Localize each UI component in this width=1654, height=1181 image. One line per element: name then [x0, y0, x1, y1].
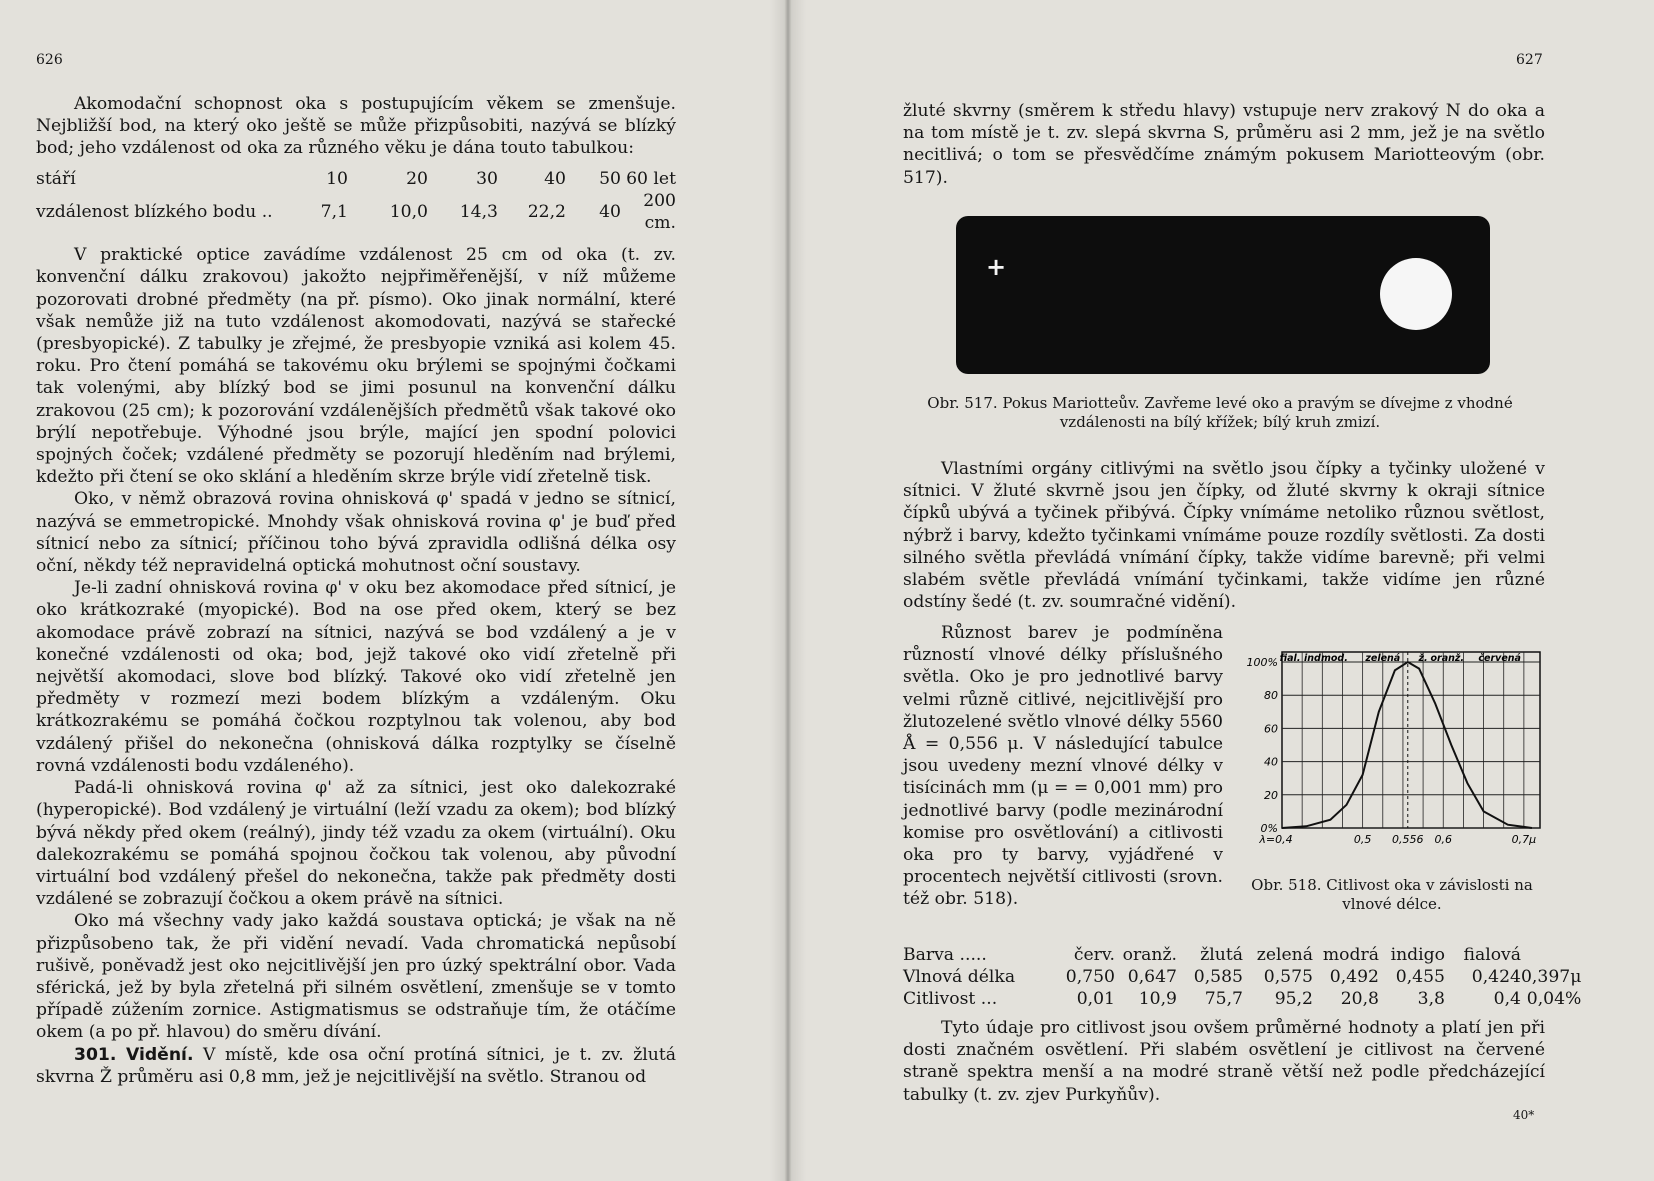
- paragraph: Oko, v němž obrazová rovina ohnisková φ' spadá v jedno se sítnicí, nazývá se emmetropické. Mnohdy však ohnisková rovina φ' je buď před sítnicí nebo za sítnicí; příčinou toho bývá zpravidla odlišná délka osy oční, někdy též nepravidelná optická mohutnost oční soustavy.: [36, 489, 676, 577]
- band-label: mod.: [1320, 653, 1348, 664]
- table-cell: 10,9: [1138, 989, 1177, 1009]
- x-tick-label: 0,556: [1392, 833, 1424, 846]
- table-cell: 40: [544, 168, 566, 189]
- table-cell: 0,455: [1395, 967, 1445, 987]
- fig517-caption: Obr. 517. Pokus Mariotteův. Zavřeme levé oko a pravým se dívejme z vhodné vzdálenosti na bílý křížek; bílý kruh zmizí.: [927, 394, 1513, 431]
- section-number: 301.: [74, 1044, 117, 1065]
- paragraph-text: V místě, kde osa oční protíná sítnici, je t. zv. žlutá skvrna Ž průměru asi 0,8 mm, jež je nejcitlivější na světlo. Stranou od: [36, 1044, 677, 1087]
- table-cell: 0,750: [1065, 967, 1115, 987]
- table-cell: zelená: [1256, 945, 1313, 965]
- table-row: [903, 988, 1581, 1010]
- table-cell: 14,3: [459, 201, 498, 222]
- table-cell: žlutá: [1200, 945, 1243, 965]
- age-nearpoint-table: [36, 168, 676, 235]
- table-row: [36, 190, 676, 234]
- paragraph: Různost barev je podmíněna růzností vlnové délky příslušného světla. Oko je pro jednotlivé barvy velmi různě citlivé, nejcitlivější pro žlutozelené světlo vlnové délky 5560 Å = 0,556 μ. V následující tabulce jsou uvedeny mezní vlnové délky v tisícinách mm (μ = = 0,001 mm) pro jednotlivé barvy (podle mezinárodní komise pro osvětlování) a citlivosti oka pro ty barvy, vyjádřené v procentech největší citlivosti (srovn. též obr. 518).: [903, 623, 1223, 910]
- table-cell: 20: [406, 168, 428, 189]
- page-number-left: 626: [36, 52, 63, 68]
- table-cell: 3,8: [1417, 989, 1445, 1009]
- sensitivity-chart: [1240, 640, 1555, 865]
- y-tick-label: 80: [1264, 689, 1278, 703]
- table-cell: 0,575: [1263, 967, 1313, 987]
- section-title: Vidění.: [125, 1044, 194, 1065]
- page-number-right: 627: [1516, 52, 1543, 68]
- mariotte-figure: [956, 216, 1490, 374]
- table-cell: 60 let: [626, 168, 676, 189]
- table-cell: indigo: [1390, 945, 1445, 965]
- table-cell: 10: [326, 168, 348, 189]
- table-cell: 0,647: [1127, 967, 1177, 987]
- left-page: [0, 0, 780, 1181]
- right-page-closing: [903, 1017, 1545, 1106]
- band-label: ž.: [1418, 653, 1428, 664]
- y-tick-label: 40: [1264, 755, 1278, 769]
- x-tick-label: 0,6: [1434, 833, 1452, 846]
- table-cell: fialová: [1463, 945, 1521, 965]
- band-label: fial.: [1279, 653, 1301, 664]
- table-cell: 0,492: [1329, 967, 1379, 987]
- table-cell: červ.: [1073, 945, 1115, 965]
- table-cell: 0,4: [1493, 989, 1521, 1009]
- table-label: Citlivost ...: [903, 989, 998, 1009]
- y-tick-label: 20: [1264, 788, 1278, 802]
- table-cell: 22,2: [527, 201, 566, 222]
- table-cell: 95,2: [1274, 989, 1313, 1009]
- sensitivity-curve: [1282, 662, 1532, 828]
- paragraph: Vlastními orgány citlivými na světlo jsou čípky a tyčinky uložené v sítnici. V žluté skvrně jsou jen čípky, od žluté skvrny k okraji sítnice čípků ubývá a tyčinek přibývá. Čípky vnímáme netoliko různou světlost, nýbrž i barvy, kdežto tyčinkami vnímáme pouze rozdíly světlosti. Za dosti silného světla převládá vnímání čípky, takže vidíme barevně; při velmi slabém světle převládá vnímání tyčinkami, takže vidíme jen různé odstíny šedé (t. zv. soumračné vidění).: [903, 459, 1545, 613]
- paragraph: V praktické optice zavádíme vzdálenost 25 cm od oka (t. zv. konvenční dálku zrakovou) jakožto nejpřiměřenější, v níž můžeme pozorovati drobné předměty (na př. písmo). Oko jinak normální, které však nemůže již na tuto vzdálenost akomodovati, nazývá se stařecké (presbyopické). Z tabulky je zřejmé, že presbyopie vzniká asi kolem 45. roku. Pro čtení pomáhá se takovému oku brýlemi se spojnými čočkami tak volenými, aby blízký bod se jimi posunul na konvenční dálku zrakovou (25 cm); k pozorování vzdálenějších předmětů však takové oko brýlí nepotřebuje. Výhodné jsou brýle, mající jen spodní polovici spojných čoček; vzdálené předměty se pozorují hleděním nad brýlemi, kdežto při čtení se oko sklání a hleděním skrze brýle vidí zřetelně tisk.: [36, 245, 676, 488]
- band-label: červená: [1478, 653, 1521, 664]
- table-cell: 10,0: [389, 201, 428, 222]
- table-label: stáří: [36, 168, 76, 189]
- table-cell: 40: [599, 201, 621, 222]
- table-cell: 0,01: [1076, 989, 1115, 1009]
- x-tick-label: λ=0,4: [1259, 833, 1293, 846]
- table-cell: 7,1: [320, 201, 348, 222]
- table-cell: 0,04%: [1526, 989, 1582, 1009]
- table-cell: 50: [599, 168, 621, 189]
- paragraph: žluté skvrny (směrem k středu hlavy) vstupuje nerv zrakový N do oka a na tom místě je t. zv. slepá skvrna S, průměru asi 2 mm, jež je na světlo necitlivá; o tom se přesvědčíme známým pokusem Mariotteovým (obr. 517).: [903, 101, 1545, 188]
- table-label: Vlnová délka: [903, 967, 1016, 987]
- paragraph: Je-li zadní ohnisková rovina φ' v oku bez akomodace před sítnicí, je oko krátkozraké (myopické). Bod na ose před okem, který se bez akomodace právě zobrazí na sítnici, nazývá se bod vzdálený a je v konečné vzdálenosti od oka; bod, jejž takové oko vidí zřetelně při největší akomodaci, slove bod blízký. Takové oko vidí zřetelně jen předměty v rozmezí mezi bodem blízkým a vzdáleným. Oku krátkozrakému se pomáhá čočkou rozptylnou tak volenou, aby bod vzdálený přišel do nekonečna (ohnisková dálka rozptylky se číselně rovná vzdálenosti bodu vzdáleného).: [36, 578, 676, 776]
- white-cross: +: [986, 253, 1007, 281]
- table-cell: 0,585: [1193, 967, 1243, 987]
- band-label: oranž.: [1430, 653, 1465, 664]
- left-page-text: [36, 93, 676, 1088]
- table-row: [36, 168, 676, 190]
- signature-mark: 40*: [1513, 1108, 1535, 1122]
- x-tick-label: 0,7μ: [1511, 833, 1537, 846]
- table-cell: 20,8: [1340, 989, 1379, 1009]
- chart-frame: [1279, 652, 1540, 828]
- fig518-caption: Obr. 518. Citlivost oka v závislosti na vlnové délce.: [1251, 876, 1533, 913]
- paragraph: Akomodační schopnost oka s postupujícím věkem se zmenšuje. Nejbližší bod, na který oko ještě se může přizpůsobiti, nazývá se blízký bod; jeho vzdálenost od oka za různého věku je dána touto tabulkou:: [36, 94, 676, 159]
- band-label: ind.: [1304, 653, 1325, 664]
- table-cell: 0,397μ: [1521, 967, 1582, 987]
- table-cell: oranž.: [1122, 945, 1177, 965]
- table-row: [903, 944, 1581, 966]
- paragraph: Tyto údaje pro citlivost jsou ovšem průměrné hodnoty a platí jen při dosti značném osvětlení. Při slabém osvětlení je citlivost na červené straně spektra menší a na modré straně větší než podle předcházející tabulky (t. zv. zjev Purkyňův).: [903, 1018, 1545, 1105]
- table-cell: 30: [476, 168, 498, 189]
- section-paragraph: [36, 1044, 676, 1088]
- y-tick-label: 100%: [1246, 656, 1278, 669]
- table-cell: 75,7: [1204, 989, 1243, 1009]
- chart-grid: [1279, 652, 1540, 828]
- table-row: [903, 966, 1581, 988]
- color-band-table: [903, 944, 1581, 1010]
- paragraph: Padá-li ohnisková rovina φ' až za sítnici, jest oko dalekozraké (hyperopické). Bod vzdálený je virtuální (leží vzadu za okem); bod blízký bývá někdy před okem (reálný), jindy též vzadu za okem (virtuální). Oku dalekozrakému se pomáhá spojnou čočkou tak volenou, aby původní virtuální bod vzdálený přešel do nekonečna, takže pak předměty dosti vzdálené se zobrazují čočkou a okem právě na sítnici.: [36, 778, 676, 910]
- table-label: Barva .....: [903, 945, 987, 965]
- table-cell: 0,424: [1471, 967, 1521, 987]
- y-tick-label: 0%: [1260, 822, 1278, 835]
- chart-x-ticks: [1258, 833, 1536, 846]
- right-page-body: [903, 458, 1545, 613]
- paragraph: Oko má všechny vady jako každá soustava optická; je však na ně přizpůsobeno tak, že při vidění nevadí. Vada chromatická nepůsobí rušivě, poněvadž jest oko nejcitlivější jen pro úzký spektrální obor. Vada sférická, jež by byla zřetelná při silném osvětlení, zmenšuje se v tomto případě zúžením zornice. Astigmatismus se odstraňuje tím, že otáčíme okem (a po př. hlavou) do směru dívání.: [36, 911, 676, 1043]
- band-label: zelená: [1365, 653, 1401, 664]
- table-cell: [1521, 944, 1581, 966]
- table-cell: modrá: [1322, 945, 1379, 965]
- y-tick-label: 60: [1264, 722, 1278, 736]
- table-cell: 200 cm.: [643, 190, 676, 234]
- x-tick-label: 0,5: [1353, 833, 1372, 846]
- table-label: vzdálenost blízkého bodu ..: [36, 201, 273, 222]
- right-page-column-text: [903, 622, 1223, 911]
- right-page-intro: [903, 100, 1545, 189]
- white-circle: [1380, 258, 1452, 330]
- chart-y-ticks: [1247, 656, 1278, 835]
